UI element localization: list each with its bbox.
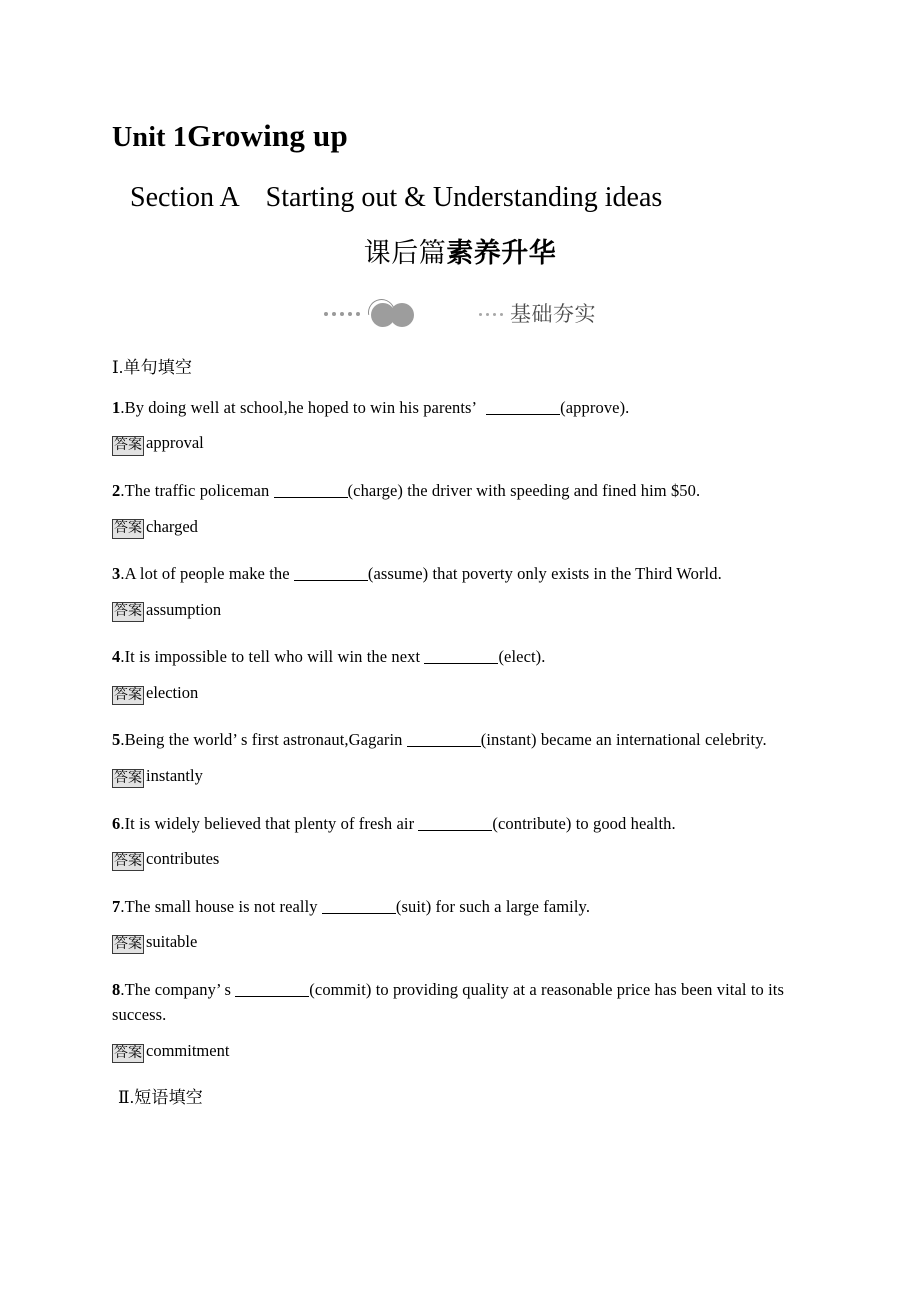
page-title bbox=[112, 0, 808, 154]
question-text-before: .The traffic policeman bbox=[120, 481, 274, 501]
decorative-dots-right bbox=[479, 313, 503, 316]
answer-tag: 答案 bbox=[112, 769, 144, 789]
question-3 bbox=[112, 561, 808, 587]
question-text-after: (suit) for such a large family. bbox=[395, 896, 591, 916]
question-text-before: .It is widely believed that plenty of fresh air bbox=[120, 813, 419, 833]
banner-part-b: 素养升华 bbox=[446, 238, 557, 270]
question-text-after: (charge) the driver with speeding and fined him $50. bbox=[347, 481, 701, 501]
question-text-after: (approve). bbox=[560, 397, 630, 417]
answer-blank[interactable] bbox=[407, 731, 481, 748]
answer-tag: 答案 bbox=[112, 852, 144, 872]
answer-blank[interactable] bbox=[424, 648, 498, 665]
chapter-banner bbox=[112, 214, 808, 269]
answer-value: contributes bbox=[146, 849, 220, 869]
question-4 bbox=[112, 644, 808, 670]
unit-name: Growing up bbox=[187, 118, 348, 153]
question-number: 5 bbox=[112, 730, 121, 750]
dot-icon bbox=[479, 313, 482, 316]
answer-row-1 bbox=[112, 430, 808, 456]
section-title bbox=[112, 154, 808, 214]
question-text-before: .The company’ s bbox=[120, 979, 236, 999]
answer-tag: 答案 bbox=[112, 602, 144, 622]
question-text-after: (contribute) to good health. bbox=[492, 813, 676, 833]
answer-value: commitment bbox=[146, 1040, 230, 1060]
question-8 bbox=[112, 977, 808, 1028]
circle-right-icon bbox=[390, 303, 414, 327]
answer-value: charged bbox=[146, 516, 198, 536]
answer-blank[interactable] bbox=[294, 564, 368, 581]
dot-icon bbox=[486, 313, 489, 316]
question-number: 3 bbox=[112, 564, 121, 584]
question-number: 4 bbox=[112, 647, 121, 667]
answer-tag: 答案 bbox=[112, 519, 144, 539]
answer-row-8 bbox=[112, 1038, 808, 1064]
answer-value: suitable bbox=[146, 932, 198, 952]
question-number: 8 bbox=[112, 979, 121, 999]
answer-blank[interactable] bbox=[486, 398, 560, 415]
answer-value: approval bbox=[146, 433, 204, 453]
dot-icon bbox=[332, 312, 336, 316]
answer-tag: 答案 bbox=[112, 686, 144, 706]
decorative-band bbox=[112, 269, 808, 329]
two-circles-icon bbox=[367, 299, 419, 329]
answer-row-4 bbox=[112, 680, 808, 706]
answer-row-6 bbox=[112, 846, 808, 872]
question-text-before: .By doing well at school,he hoped to win his parents’ bbox=[120, 397, 478, 417]
answer-tag: 答案 bbox=[112, 436, 144, 456]
answer-row-5 bbox=[112, 763, 808, 789]
dot-icon bbox=[324, 312, 328, 316]
question-2 bbox=[112, 478, 808, 504]
question-text-before: .It is impossible to tell who will win the next bbox=[120, 647, 425, 667]
question-text-before: .Being the world’ s first astronaut,Gagarin bbox=[120, 730, 407, 750]
question-7 bbox=[112, 894, 808, 920]
dot-icon bbox=[356, 312, 360, 316]
decorative-label: 基础夯实 bbox=[510, 301, 596, 326]
question-text-after: (commit) to providing quality at a reasonable price has been vital to its success. bbox=[112, 979, 784, 1025]
section-label: Section A bbox=[130, 182, 240, 214]
part-heading-2: Ⅱ.短语填空 bbox=[118, 1088, 204, 1108]
answer-blank[interactable] bbox=[418, 814, 492, 831]
answer-value: assumption bbox=[146, 599, 222, 619]
section-name: Starting out & Understanding ideas bbox=[265, 182, 663, 214]
question-text-after: (elect). bbox=[498, 647, 546, 667]
answer-value: election bbox=[146, 682, 199, 702]
answer-tag: 答案 bbox=[112, 935, 144, 955]
question-number: 2 bbox=[112, 481, 121, 501]
question-text-after: (instant) became an international celebrity. bbox=[480, 730, 767, 750]
dot-icon bbox=[340, 312, 344, 316]
exercise-content bbox=[112, 329, 808, 1111]
answer-row-3 bbox=[112, 597, 808, 623]
question-number: 7 bbox=[112, 896, 121, 916]
question-6 bbox=[112, 811, 808, 837]
question-text-before: .A lot of people make the bbox=[120, 564, 294, 584]
question-text-after: (assume) that poverty only exists in the Third World. bbox=[367, 564, 722, 584]
dot-icon bbox=[348, 312, 352, 316]
answer-value: instantly bbox=[146, 765, 203, 785]
decorative-dots-left bbox=[324, 312, 360, 316]
banner-part-a: 课后篇 bbox=[363, 238, 447, 270]
answer-tag: 答案 bbox=[112, 1044, 144, 1064]
answer-blank[interactable] bbox=[322, 897, 396, 914]
answer-blank[interactable] bbox=[235, 980, 309, 997]
part-heading-1: Ⅰ.单句填空 bbox=[112, 358, 193, 378]
unit-label: Unit 1 bbox=[112, 122, 188, 153]
question-text-before: .The small house is not really bbox=[120, 896, 322, 916]
question-number: 6 bbox=[112, 813, 121, 833]
question-5 bbox=[112, 727, 808, 753]
question-number: 1 bbox=[112, 397, 121, 417]
dot-icon bbox=[500, 313, 503, 316]
question-1 bbox=[112, 395, 808, 421]
answer-row-7 bbox=[112, 929, 808, 955]
answer-blank[interactable] bbox=[274, 481, 348, 498]
dot-icon bbox=[493, 313, 496, 316]
answer-row-2 bbox=[112, 514, 808, 540]
